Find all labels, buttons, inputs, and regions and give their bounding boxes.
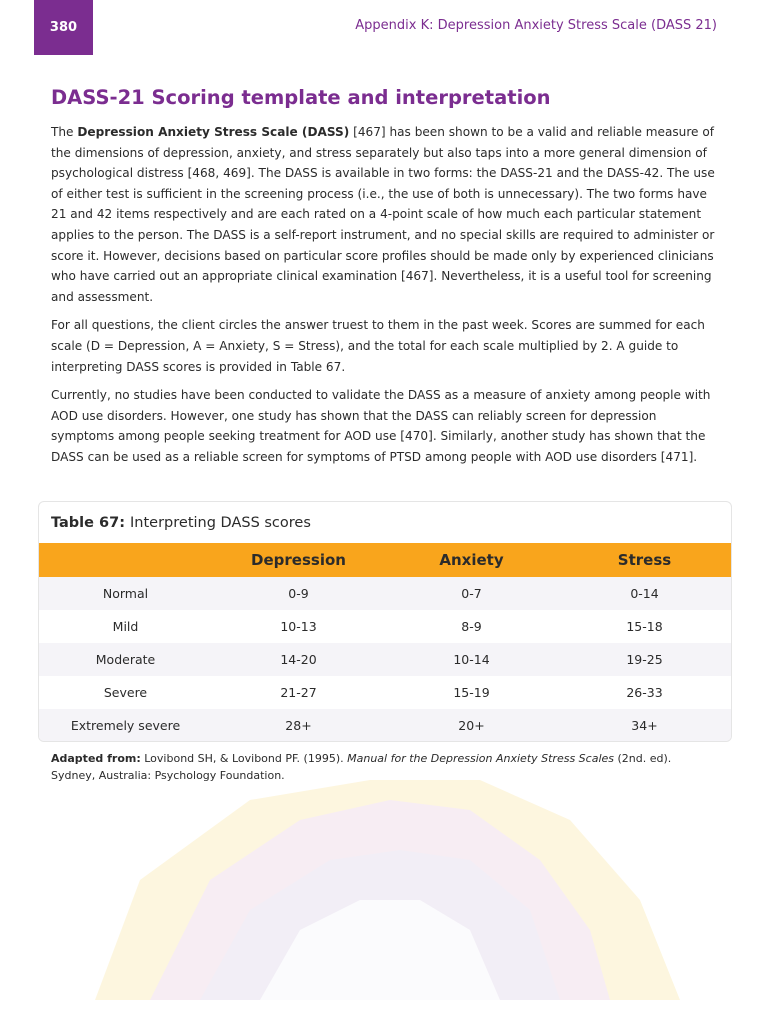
depression-range: 28+ xyxy=(212,709,385,742)
header-depression: Depression xyxy=(212,543,385,577)
severity-label: Severe xyxy=(39,676,212,709)
anxiety-range: 10-14 xyxy=(385,643,558,676)
table-row xyxy=(39,643,731,676)
page-number: 380 xyxy=(34,0,93,55)
table-caption-text: Interpreting DASS scores xyxy=(130,514,311,531)
anxiety-range: 8-9 xyxy=(385,610,558,643)
paragraph-1 xyxy=(51,122,717,307)
anxiety-range: 20+ xyxy=(385,709,558,742)
severity-label: Extremely severe xyxy=(39,709,212,742)
table-row xyxy=(39,676,731,709)
severity-label: Normal xyxy=(39,577,212,610)
paragraph-2: For all questions, the client circles the answer truest to them in the past week. Scores are summed for each scale (D = Depression, A = Anxiety, S = Stress), and the total for each scale multiplied by 2. A guide to interpreting DASS scores is provided in Table 67. xyxy=(51,318,705,374)
background-decoration xyxy=(0,760,768,1024)
source-title: Manual for the Depression Anxiety Stress Scales xyxy=(347,752,615,765)
table-row xyxy=(39,709,731,742)
depression-range: 21-27 xyxy=(212,676,385,709)
table-row xyxy=(39,577,731,610)
source-label: Adapted from: xyxy=(51,752,141,765)
table-header-row xyxy=(39,543,731,577)
header-empty xyxy=(39,543,212,577)
source-authors: Lovibond SH, & Lovibond PF. (1995). xyxy=(140,752,348,765)
stress-range: 34+ xyxy=(558,709,731,742)
anxiety-range: 15-19 xyxy=(385,676,558,709)
source-rest: (2nd. ed). Sydney, Australia: Psychology Foundation. xyxy=(51,752,672,782)
source-citation xyxy=(51,750,717,784)
paragraph-1-bold: Depression Anxiety Stress Scale (DASS) xyxy=(77,125,350,139)
running-header: Appendix K: Depression Anxiety Stress Scale (DASS 21) xyxy=(355,18,717,33)
dass-score-table xyxy=(38,501,732,742)
paragraph-1-rest: [467] has been shown to be a valid and reliable measure of the dimensions of depression, anxiety, and stress separately but also taps into a more general dimension of psychological distress [468, 469]. The DASS is available in two forms: the DASS-21 and the DASS-42. The use of either test is sufficient in the screening process (i.e., the use of both is unnecessary). The two forms have 21 and 42 items respectively and are each rated on a 4-point scale of how much each particular statement applies to the person. The DASS is a self-report instrument, and no special skills are required to administer or score it. However, decisions based on particular score profiles should be made only by experienced clinicians who have carried out an appropriate clinical examination [467]. Nevertheless, it is a useful tool for screening and assessment. xyxy=(51,125,715,304)
table-caption-label: Table 67: xyxy=(51,514,126,531)
stress-range: 15-18 xyxy=(558,610,731,643)
depression-range: 14-20 xyxy=(212,643,385,676)
stress-range: 0-14 xyxy=(558,577,731,610)
score-table xyxy=(39,543,731,742)
paragraph-1-lead: The xyxy=(51,125,78,139)
stress-range: 26-33 xyxy=(558,676,731,709)
header-anxiety: Anxiety xyxy=(385,543,558,577)
table-row xyxy=(39,610,731,643)
table-caption xyxy=(39,502,731,543)
main-content xyxy=(51,84,717,476)
depression-range: 10-13 xyxy=(212,610,385,643)
stress-range: 19-25 xyxy=(558,643,731,676)
header-stress: Stress xyxy=(558,543,731,577)
depression-range: 0-9 xyxy=(212,577,385,610)
anxiety-range: 0-7 xyxy=(385,577,558,610)
severity-label: Mild xyxy=(39,610,212,643)
severity-label: Moderate xyxy=(39,643,212,676)
section-title: DASS-21 Scoring template and interpretation xyxy=(51,86,551,109)
paragraph-3: Currently, no studies have been conducted to validate the DASS as a measure of anxiety among people with AOD use disorders. However, one study has shown that the DASS can reliably screen for depression symptoms among people seeking treatment for AOD use [470]. Similarly, another study has shown that the DASS can be used as a reliable screen for symptoms of PTSD among people with AOD use disorders [471]. xyxy=(51,388,711,464)
